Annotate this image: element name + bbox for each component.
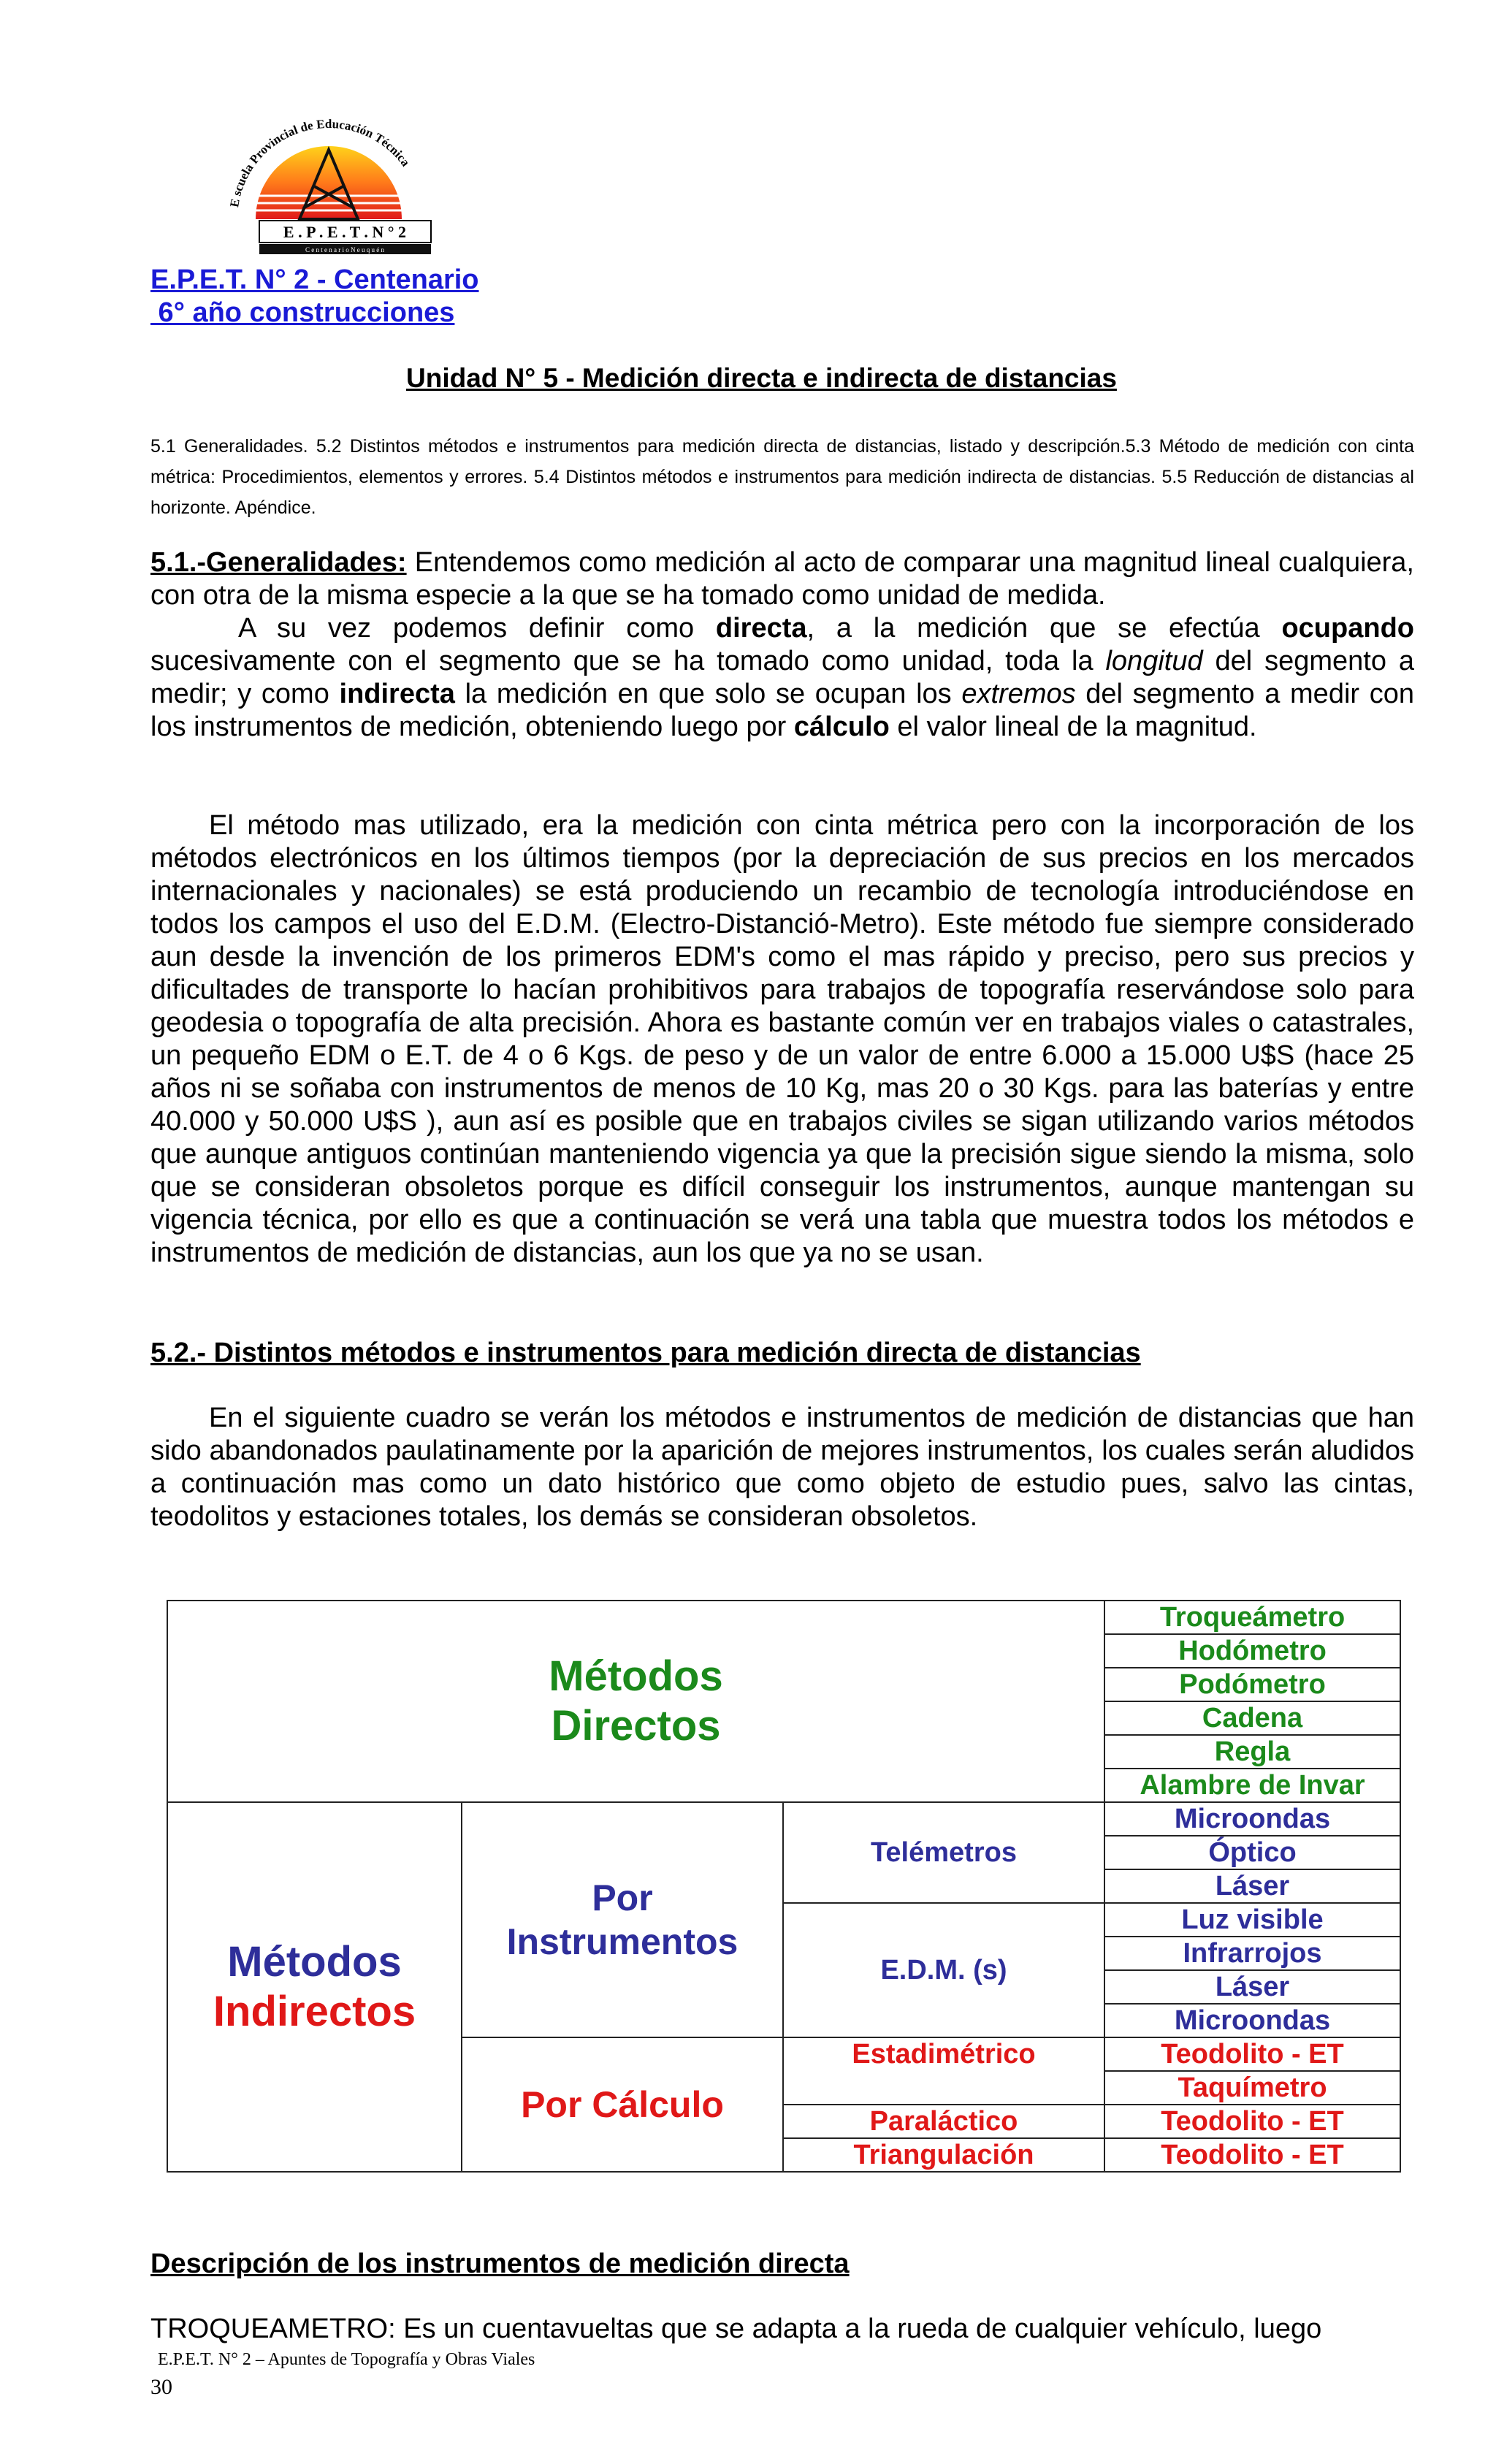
direct-instrument: Alambre de Invar	[1104, 1769, 1400, 1802]
paralactico-cell: Paraláctico	[783, 2105, 1104, 2138]
methods-table	[167, 1600, 1401, 2173]
logo-arc-text: E scuela Provincial de Educación Técnica	[227, 116, 413, 209]
estadimetrico-instrument: Teodolito - ET	[1104, 2037, 1400, 2071]
triangulacion-instrument: Teodolito - ET	[1104, 2138, 1400, 2172]
direct-methods-cell: Métodos Directos	[167, 1601, 1104, 1802]
section-2-paragraph: En el siguiente cuadro se verán los métodos e instrumentos de medición de distancias que han sido abandonados paulatinamente por la aparición de mejores instrumentos, los cuales serán aludidos a continuación mas como un dato histórico que como objeto de estudio pues, salvo las cintas, teodolitos y estaciones totales, los demás se consideran obsoletos.	[150, 1403, 1414, 1532]
section-1-paragraph-b: A su vez podemos definir como directa, a la medición que se efectúa ocupando sucesivamente con el segmento que se ha tomado como unidad, toda la longitud del segmento a medir; y como indirecta la medición en que solo se ocupan los extremos del segmento a medir con los instrumentos de medición, obteniendo luego por cálculo el valor lineal de la magnitud.	[150, 613, 1414, 742]
direct-instrument: Troqueámetro	[1104, 1601, 1400, 1634]
edm-instrument: Microondas	[1104, 2004, 1400, 2037]
description-heading: Descripción de los instrumentos de medición directa	[150, 2249, 850, 2279]
indirect-methods-cell: Métodos Indirectos	[167, 1802, 462, 2172]
section-1-text-a: Entendemos como medición al acto de comparar una magnitud lineal cualquiera, con otra de la misma especie a la que se ha tomado como unidad de medida.	[150, 547, 1414, 611]
estadimetrico-cell: Estadimétrico	[783, 2037, 1104, 2105]
section-2-heading: 5.2.- Distintos métodos e instrumentos para medición directa de distancias	[150, 1338, 1141, 1368]
edm-cell: E.D.M. (s)	[783, 1903, 1104, 2037]
estadimetrico-instrument: Taquímetro	[1104, 2071, 1400, 2105]
edm-instrument: Infrarrojos	[1104, 1937, 1400, 1970]
by-calculation-cell: Por Cálculo	[462, 2037, 783, 2172]
paralactico-instrument: Teodolito - ET	[1104, 2105, 1400, 2138]
telemetro-instrument: Óptico	[1104, 1836, 1400, 1869]
direct-instrument: Cadena	[1104, 1701, 1400, 1735]
telemetro-instrument: Microondas	[1104, 1802, 1400, 1836]
page-number: 30	[150, 2375, 172, 2399]
description-paragraph: TROQUEAMETRO: Es un cuentavueltas que se adapta a la rueda de cualquier vehículo, luego	[150, 2314, 1322, 2344]
school-link[interactable]: E.P.E.T. N° 2 - Centenario	[150, 264, 479, 295]
course-link[interactable]: 6° año construcciones	[150, 297, 455, 328]
section-1-paragraph-2: El método mas utilizado, era la medición con cinta métrica pero con la incorporación de los métodos electrónicos en los últimos tiempos (por la depreciación de sus precios en los mercados internacionales y nacionales) se está produciendo un recambio de tecnología introduciéndose en todos los campos el uso del E.D.M. (Electro-Distanció-Metro). Este método fue siempre considerado aun desde la invención de los primeros EDM's como el mas rápido y preciso, pero sus precios y dificultades de transporte lo hacían prohibitivos para trabajos de topografía reservándose solo para geodesia o topografía de alta precisión. Ahora es bastante común ver en trabajos viales o catastrales, un pequeño EDM o E.T. de 4 o 6 Kgs. de peso y de un valor de entre 6.000 a 15.000 U$S (hace 25 años ni se soñaba con instrumentos de menos de 10 Kg, mas 20 o 30 Kgs. para las baterías y entre 40.000 y 50.000 U$S ), aun así es posible que en trabajos civiles se sigan utilizando varios métodos que aunque antiguos continúan manteniendo vigencia ya que la precisión sigue siendo la misma, solo que se consideran obsoletos porque es difícil conseguir los instrumentos, aunque mantengan su vigencia técnica, por ello es que a continuación se verá una tabla que muestra todos los métodos e instrumentos de medición de distancias, aun los que ya no se usan.	[150, 810, 1414, 1268]
unit-index: 5.1 Generalidades. 5.2 Distintos métodos e instrumentos para medición directa de distancias, listado y descripción.5.3 Método de medición con cinta métrica: Procedimientos, elementos y errores. 5.4 Distintos métodos e instrumentos para medición indirecta de distancias. 5.5 Reducción de distancias al horizonte. Apéndice.	[150, 436, 1414, 518]
logo-sub-text: C e n t e n a r i o N e u q u é n	[305, 246, 384, 253]
direct-instrument: Podómetro	[1104, 1668, 1400, 1701]
logo-bottom-text: E . P . E . T . N ° 2	[283, 223, 407, 241]
section-1-heading: 5.1.-Generalidades:	[150, 547, 407, 578]
page-footer: E.P.E.T. N° 2 – Apuntes de Topografía y Obras Viales	[158, 2350, 535, 2369]
triangulacion-cell: Triangulación	[783, 2138, 1104, 2172]
by-instruments-cell: Por Instrumentos	[462, 1802, 783, 2037]
telemetros-cell: Telémetros	[783, 1802, 1104, 1903]
direct-instrument: Regla	[1104, 1735, 1400, 1769]
direct-instrument: Hodómetro	[1104, 1634, 1400, 1668]
unit-title: Unidad N° 5 - Medición directa e indirecta de distancias	[406, 363, 1117, 393]
section-1-generalidades	[150, 546, 1414, 744]
telemetro-instrument: Láser	[1104, 1869, 1400, 1903]
school-logo	[205, 110, 453, 263]
edm-instrument: Láser	[1104, 1970, 1400, 2004]
edm-instrument: Luz visible	[1104, 1903, 1400, 1937]
